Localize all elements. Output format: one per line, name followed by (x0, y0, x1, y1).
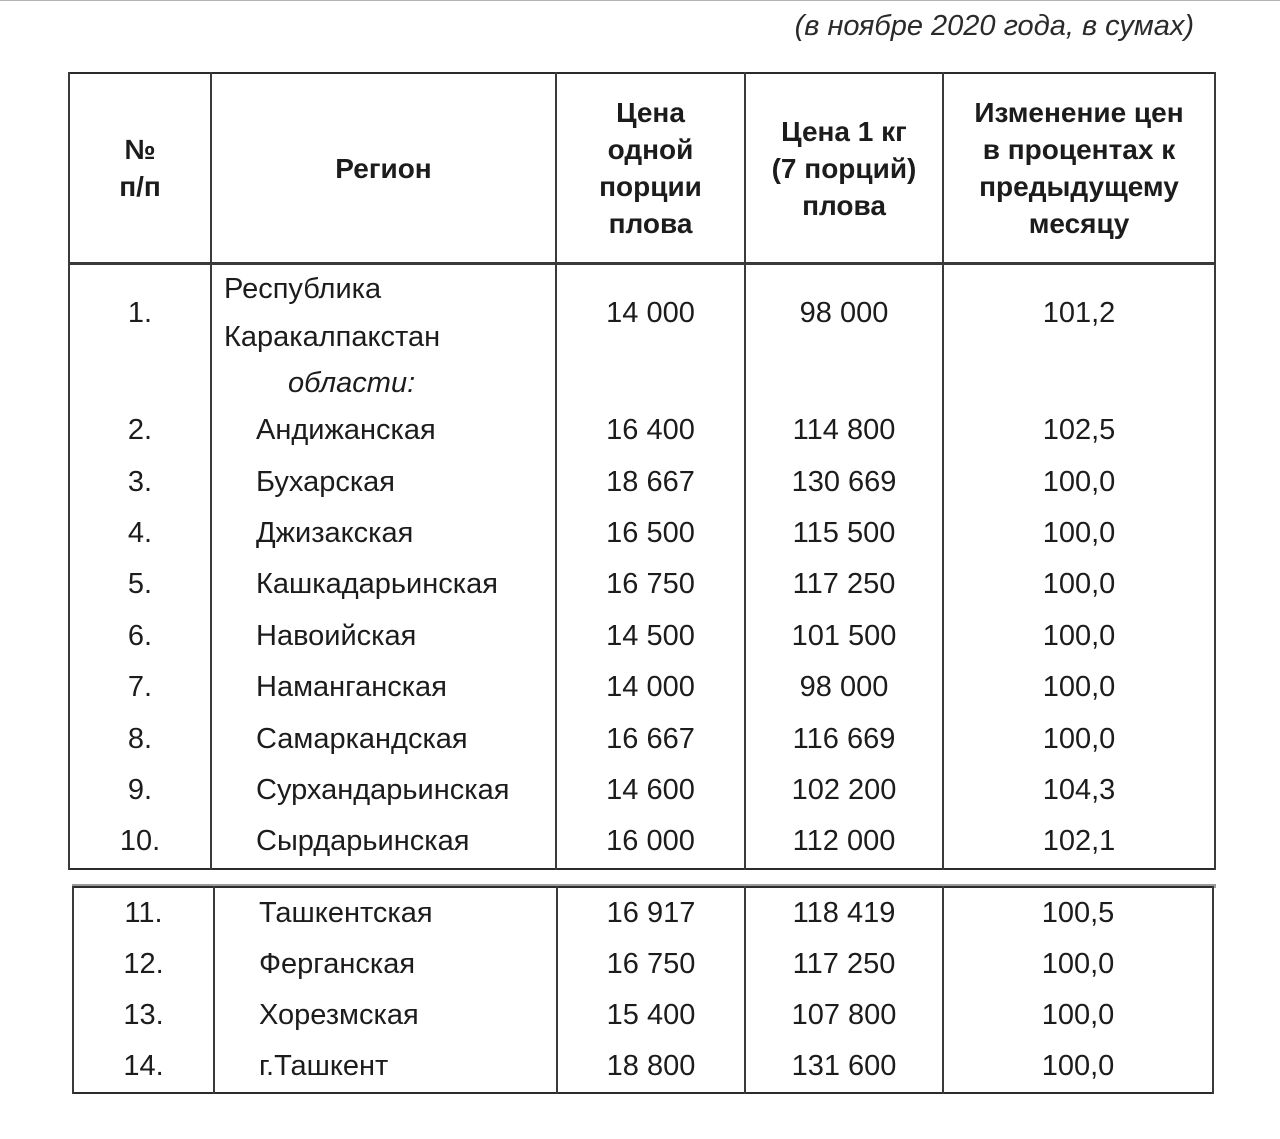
row-region: г.Ташкент (214, 1041, 557, 1093)
header-price-change (943, 73, 1215, 264)
row-kg-price: 98 000 (745, 662, 943, 713)
subheading-provinces: области: (211, 361, 556, 405)
header-portion-line1: Цена (616, 97, 685, 128)
row-kg-price: 131 600 (745, 1041, 943, 1093)
row-price-change: 100,0 (943, 508, 1215, 559)
row-number: 10. (69, 816, 211, 868)
table-row (69, 456, 1215, 507)
row-number: 6. (69, 611, 211, 662)
header-kg-line3: плова (802, 189, 886, 221)
header-region: Регион (211, 73, 556, 264)
row-region: Джизакская (211, 508, 556, 559)
header-change-line3: предыдущему (979, 171, 1179, 202)
header-number (69, 73, 211, 264)
table-row (69, 816, 1215, 868)
row-price-change: 102,5 (943, 405, 1215, 456)
header-portion-line2: одной (607, 134, 694, 165)
row-portion-price: 16 667 (556, 713, 745, 764)
header-kg-line2: (7 порций) (771, 152, 917, 184)
region-line1: Республика (224, 273, 382, 305)
top-edge-line (0, 0, 1280, 1)
row-portion-price: 14 600 (556, 765, 745, 816)
row-kg-price: 117 250 (745, 559, 943, 610)
row-kg-price: 101 500 (745, 611, 943, 662)
price-table-part1 (68, 72, 1216, 870)
row-portion-price: 16 750 (556, 559, 745, 610)
row-region: Ферганская (214, 939, 557, 990)
row-price-change: 102,1 (943, 816, 1215, 868)
row-region: Сурхандарьинская (211, 765, 556, 816)
row-number: 7. (69, 662, 211, 713)
row-region: Наманганская (211, 662, 556, 713)
row-number: 9. (69, 765, 211, 816)
header-kg-price (745, 73, 943, 264)
table-row (69, 508, 1215, 559)
row-kg-price: 130 669 (745, 456, 943, 507)
row-price-change: 100,0 (943, 1041, 1213, 1093)
row-price-change: 100,0 (943, 662, 1215, 713)
row-kg-price: 117 250 (745, 939, 943, 990)
region-line2: Каракалпакстан (224, 321, 441, 353)
table-row (69, 765, 1215, 816)
table-row (69, 611, 1215, 662)
table-row (69, 662, 1215, 713)
row-portion-price: 18 800 (557, 1041, 745, 1093)
table-row (69, 559, 1215, 610)
row-price-change: 100,0 (943, 559, 1215, 610)
row-region: Ташкентская (214, 887, 557, 939)
row-price-change: 100,5 (943, 887, 1213, 939)
row-region: Андижанская (211, 405, 556, 456)
row-number: 12. (73, 939, 214, 990)
header-change-line1: Изменение цен (974, 97, 1184, 128)
row-portion-price: 16 917 (557, 887, 745, 939)
row-number: 4. (69, 508, 211, 559)
row-kg-price: 98 000 (745, 264, 943, 362)
row-price-change: 100,0 (943, 456, 1215, 507)
row-number: 11. (73, 887, 214, 939)
header-row (69, 73, 1215, 264)
row-region: Бухарская (211, 456, 556, 507)
row-kg-price: 112 000 (745, 816, 943, 868)
table-row (73, 1041, 1213, 1093)
header-number-line2: п/п (119, 171, 161, 202)
row-price-change: 100,0 (943, 990, 1213, 1041)
row-kg-price: 116 669 (745, 713, 943, 764)
row-number: 1. (69, 264, 211, 362)
row-region (211, 264, 556, 362)
header-portion-line3: порции (599, 171, 702, 202)
table-row (69, 405, 1215, 456)
row-price-change: 100,0 (943, 713, 1215, 764)
header-portion-line4: плова (608, 208, 693, 239)
table-row (73, 990, 1213, 1041)
price-table-part2 (72, 886, 1214, 1094)
row-portion-price: 15 400 (557, 990, 745, 1041)
row-region: Хорезмская (214, 990, 557, 1041)
row-kg-price: 102 200 (745, 765, 943, 816)
row-kg-price: 115 500 (745, 508, 943, 559)
row-number: 5. (69, 559, 211, 610)
row-portion-price: 16 000 (556, 816, 745, 868)
subheading-row (69, 361, 1215, 405)
row-portion-price: 14 500 (556, 611, 745, 662)
row-portion-price: 14 000 (556, 264, 745, 362)
table-row (69, 713, 1215, 764)
row-number: 8. (69, 713, 211, 764)
row-region: Кашкадарьинская (211, 559, 556, 610)
row-region: Навоийская (211, 611, 556, 662)
row-number: 3. (69, 456, 211, 507)
row-portion-price: 16 750 (557, 939, 745, 990)
row-kg-price: 114 800 (745, 405, 943, 456)
row-number: 14. (73, 1041, 214, 1093)
row-kg-price: 118 419 (745, 887, 943, 939)
row-price-change: 100,0 (943, 611, 1215, 662)
header-kg-line1: Цена 1 кг (781, 115, 907, 147)
table-row (73, 887, 1213, 939)
row-portion-price: 16 500 (556, 508, 745, 559)
row-price-change: 101,2 (943, 264, 1215, 362)
row-portion-price: 18 667 (556, 456, 745, 507)
header-number-line1: № (124, 134, 156, 165)
row-kg-price: 107 800 (745, 990, 943, 1041)
header-change-line2: в процентах к (982, 134, 1176, 165)
header-change-line4: месяцу (1028, 208, 1130, 239)
row-portion-price: 14 000 (556, 662, 745, 713)
row-region: Самаркандская (211, 713, 556, 764)
table-caption: (в ноябре 2020 года, в сумах) (794, 10, 1194, 42)
row-portion-price: 16 400 (556, 405, 745, 456)
row-price-change: 104,3 (943, 765, 1215, 816)
row-price-change: 100,0 (943, 939, 1213, 990)
table-row-karakalpakstan (69, 264, 1215, 362)
row-region: Сырдарьинская (211, 816, 556, 868)
row-number: 2. (69, 405, 211, 456)
row-number: 13. (73, 990, 214, 1041)
header-portion-price (556, 73, 745, 264)
table-row (73, 939, 1213, 990)
